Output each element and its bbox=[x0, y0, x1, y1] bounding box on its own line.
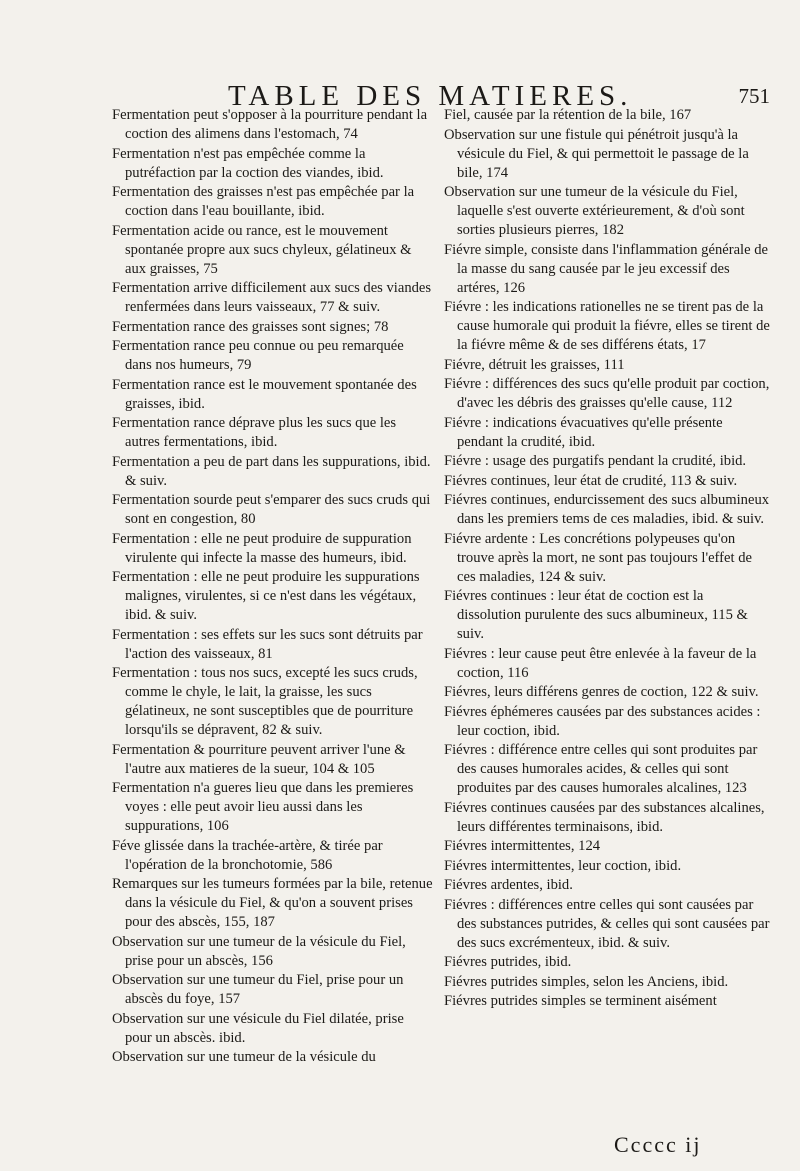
index-entry: Fiel, causée par la rétention de la bile, 167 bbox=[444, 107, 692, 123]
index-entry: Fiévres continues : leur état de coction est la dissolution purulente des sucs albumineux, 115 & suiv. bbox=[444, 588, 748, 642]
index-entry: Observation sur une tumeur de la vésicule du Fiel, prise pour un abscès, 156 bbox=[112, 933, 406, 969]
index-entry: Fermentation acide ou rance, est le mouvement spontanée propre aux sucs chyleux, gélatineux & aux graisses, 75 bbox=[112, 222, 412, 277]
index-entry: Observation sur une fistule qui pénétroit jusqu'à la vésicule du Fiel, & qui permettoit le passage de la bile, 174 bbox=[444, 126, 749, 181]
index-entry: Observation sur une vésicule du Fiel dilatée, prise pour un abscès. ibid. bbox=[112, 1010, 404, 1046]
index-entry: Fiévres : différence entre celles qui sont produites par des causes humorales acides, & celles qui sont produites par des causes humorales alcalines, 123 bbox=[444, 742, 758, 796]
index-entry: Fermentation des graisses n'est pas empêchée par la coction dans l'eau bouillante, ibid. bbox=[112, 184, 415, 219]
index-entry: Fermentation : ses effets sur les sucs sont détruits par l'action des vaisseaux, 81 bbox=[112, 626, 423, 662]
index-entry: Féve glissée dans la trachée-artère, & tirée par l'opération de la bronchotomie, 586 bbox=[112, 837, 383, 873]
index-entry: Fermentation : tous nos sucs, excepté les sucs cruds, comme le chyle, le lait, la graisse, les sucs gélatineux, ne sont susceptibles que de pourriture lorsqu'ils se dépravent, 82 & suiv. bbox=[112, 665, 418, 738]
index-entry: Fiévre : différences des sucs qu'elle produit par coction, d'avec les débris des graisses qu'elle cause, 112 bbox=[444, 376, 770, 411]
index-entry: Fermentation & pourriture peuvent arriver l'une & l'autre aux matieres de la sueur, 104 & 105 bbox=[112, 741, 406, 777]
index-entry: Fermentation : elle ne peut produire les suppurations malignes, virulentes, si ce n'est dans les végétaux, ibid. & suiv. bbox=[112, 569, 420, 623]
index-entry: Fiévre ardente : Les concrétions polypeuses qu'on trouve après la mort, ne sont pas toujours l'effet de ces maladies, 124 & suiv. bbox=[444, 530, 752, 585]
index-entry: Fiévres continues, endurcissement des sucs albumineux dans les premiers tems de ces maladies, ibid. & suiv. bbox=[444, 492, 770, 527]
index-entry: Fiévre : les indications rationelles ne se tirent pas de la cause humorale qui produit la fiévre, elles se tirent de la fiévre même & de ses différens états, 17 bbox=[444, 299, 770, 353]
index-entry: Fiévres continues causées par des substances alcalines, leurs différentes terminaisons, ibid. bbox=[444, 799, 765, 835]
index-entry: Fiévres : leur cause peut être enlevée à la faveur de la coction, 116 bbox=[444, 645, 757, 681]
index-entry: Remarques sur les tumeurs formées par la bile, retenue dans la vésicule du Fiel, & qu'on a souvent prises pour des abscès, 155, 187 bbox=[112, 876, 433, 930]
index-entry: Fermentation n'a gueres lieu que dans les premieres voyes : elle peut avoir lieu aussi dans les suppurations, 106 bbox=[112, 780, 414, 834]
index-entry: Fiévre : indications évacuatives qu'elle présente pendant la crudité, ibid. bbox=[444, 414, 723, 450]
index-entry: Fiévres putrides, ibid. bbox=[444, 954, 572, 970]
index-entry: Observation sur une tumeur de la vésicule du bbox=[112, 1049, 376, 1065]
index-entry: Fiévres : différences entre celles qui sont causées par des substances putrides, & celles qui sont causées par des sucs excrémenteux, ibid. & suiv. bbox=[444, 896, 770, 951]
index-entry: Fiévres putrides simples se terminent aisément bbox=[444, 993, 717, 1009]
running-title: TABLE DES MATIERES. bbox=[228, 80, 633, 112]
index-entry: Fiévres éphémeres causées par des substances acides : leur coction, ibid. bbox=[444, 703, 761, 739]
index-entry: Fermentation peut s'opposer à la pourriture pendant la coction des alimens dans l'estomach, 74 bbox=[112, 107, 428, 142]
left-column bbox=[112, 106, 434, 1068]
index-entry: Fiévres intermittentes, leur coction, ibid. bbox=[444, 857, 682, 874]
index-entry: Fiévres intermittentes, 124 bbox=[444, 838, 601, 854]
index-entry: Fiévres, leurs différens genres de coction, 122 & suiv. bbox=[444, 684, 759, 700]
index-entry: Observation sur une tumeur de la vésicule du Fiel, laquelle s'est ouverte extérieurement, & d'où sont sorties plusieurs pierres, 182 bbox=[444, 184, 745, 238]
page-number: 751 bbox=[738, 84, 770, 108]
index-entry: Observation sur une tumeur du Fiel, prise pour un abscès du foye, 157 bbox=[112, 972, 404, 1007]
index-entry: Fermentation arrive difficilement aux sucs des viandes renfermées dans leurs vaisseaux, 77 & suiv. bbox=[112, 280, 432, 315]
index-entry: Fermentation rance déprave plus les sucs que les autres fermentations, ibid. bbox=[112, 415, 397, 450]
signature-mark: Ccccc ij bbox=[614, 1132, 702, 1157]
index-entry: Fiévres continues, leur état de crudité, 113 & suiv. bbox=[444, 472, 738, 489]
index-entry: Fiévres ardentes, ibid. bbox=[444, 877, 573, 893]
right-column bbox=[444, 106, 770, 1012]
index-entry: Fermentation : elle ne peut produire de suppuration virulente qui infecte la masse des humeurs, ibid. bbox=[112, 530, 412, 566]
index-entry: Fermentation rance est le mouvement spontanée des graisses, ibid. bbox=[112, 376, 417, 412]
index-entry: Fermentation rance peu connue ou peu remarquée dans nos humeurs, 79 bbox=[112, 338, 404, 373]
index-entry: Fermentation sourde peut s'emparer des sucs cruds qui sont en congestion, 80 bbox=[112, 492, 431, 527]
index-entry: Fiévre : usage des purgatifs pendant la crudité, ibid. bbox=[444, 453, 747, 469]
index-entry: Fermentation rance des graisses sont signes; 78 bbox=[112, 318, 389, 335]
index-entry: Fermentation n'est pas empêchée comme la putréfaction par la coction des viandes, ibid. bbox=[112, 145, 384, 181]
index-entry: Fiévre, détruit les graisses, 111 bbox=[444, 356, 625, 373]
index-entry: Fermentation a peu de part dans les suppurations, ibid. & suiv. bbox=[112, 453, 431, 489]
index-entry: Fiévre simple, consiste dans l'inflammation générale de la masse du sang causée par le jeu excessif des artéres, 126 bbox=[444, 241, 769, 296]
index-entry: Fiévres putrides simples, selon les Anciens, ibid. bbox=[444, 973, 729, 990]
